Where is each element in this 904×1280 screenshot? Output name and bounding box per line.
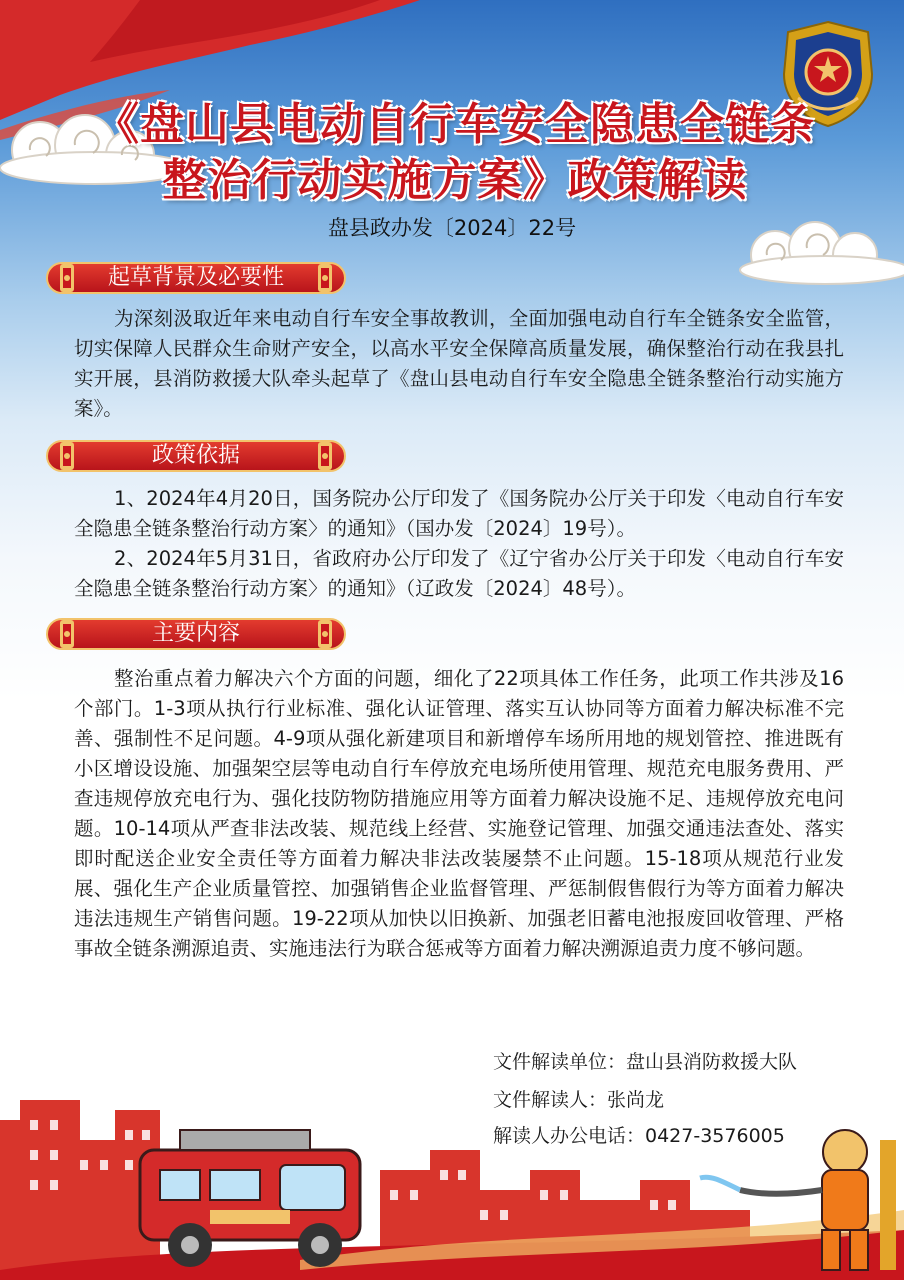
section-paragraph: 为深刻汲取近年来电动自行车安全事故教训，全面加强电动自行车全链条安全监管，切实保障人民群众生命财产安全，以高水平安全保障高质量发展，确保整治行动在我县扎实开展，县消防救援大队牵头起草了《盘山县电动自行车安全隐患全链条整治行动实施方案》。 [74,307,844,420]
section-title: 起草背景及必要性 [107,265,284,290]
page-title-line2: 整治行动实施方案》政策解读 [162,155,748,206]
section-paragraph: 2、2024年5月31日，省政府办公厅印发了《辽宁省办公厅关于印发〈电动自行车安全隐患全链条整治行动方案〉的通知》（辽政发〔2024〕48号）。 [74,547,844,600]
interpreter-name: 文件解读人：张尚龙 [493,1089,665,1111]
chinese-knot-icon [314,616,336,652]
section-title: 主要内容 [151,621,240,646]
section-header-background [46,262,346,294]
chinese-knot-icon [314,438,336,474]
section-paragraph: 1、2024年4月20日，国务院办公厅印发了《国务院办公厅关于印发〈电动自行车安全隐患全链条整治行动方案〉的通知》（国办发〔2024〕19号）。 [74,487,844,540]
chinese-knot-icon [56,438,78,474]
section-header-background [46,618,346,650]
chinese-knot-icon [56,260,78,296]
section-header-background [46,440,346,472]
chinese-knot-icon [56,616,78,652]
firefighting-illustration [0,1080,904,1280]
document-number: 盘县政办发〔2024〕22号 [327,216,577,240]
office-phone: 解读人办公电话：0427-3576005 [493,1125,785,1147]
chinese-knot-icon [314,260,336,296]
page-title-line1: 《盘山县电动自行车安全隐患全链条 [95,99,815,150]
section-paragraph: 整治重点着力解决六个方面的问题，细化了22项具体工作任务，此项工作共涉及16个部门。1-3项从执行行业标准、强化认证管理、落实互认协同等方面着力解决标准不完善、强制性不足问题。4-9项从强化新建项目和新增停车场所用地的规划管控、推进既有小区增设设施、加强架空层等电动自行车停放充电场所使用管理、规范充电服务费用、严查违规停放充电行为、强化技防物防措施应用等方面着力解决设施不足、违规停放充电问题。10-14项从严查非法改装、规范线上经营、实施登记管理、加强交通违法查处、落实即时配送企业安全责任等方面着力解决非法改装屡禁不止问题。15-18项从规范行业发展、强化生产企业质量管控、加强销售企业监督管理、严惩制假售假行为等方面着力解决违法违规生产销售问题。19-22项从加快以旧换新、加强老旧蓄电池报废回收管理、严格事故全链条溯源追责、实施违法行为联合惩戒等方面着力解决溯源追责力度不够问题。 [74,667,844,960]
section-title: 政策依据 [151,443,240,468]
interpretation-unit: 文件解读单位：盘山县消防救援大队 [493,1051,798,1073]
